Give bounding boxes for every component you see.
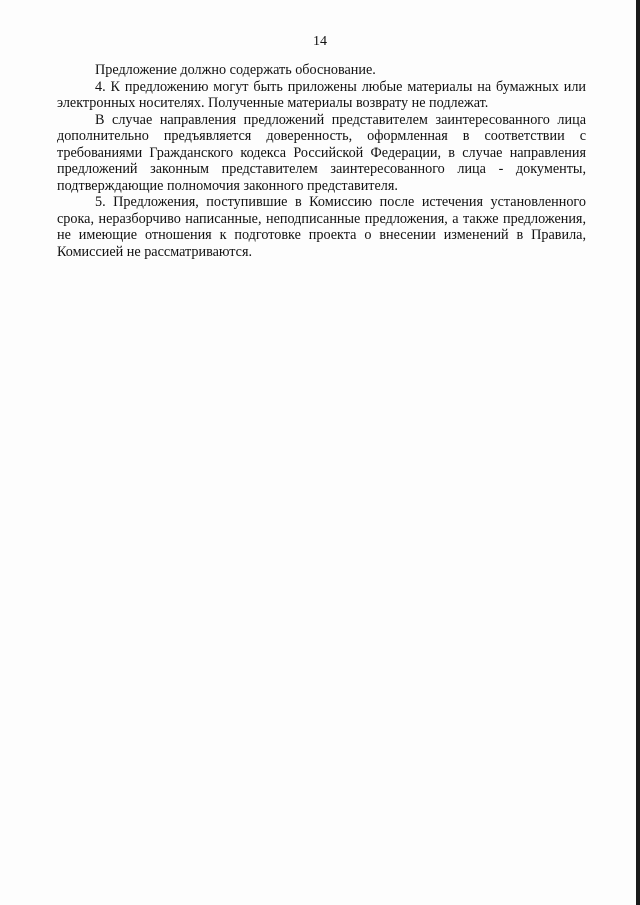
page-number: 14: [313, 34, 327, 49]
paragraph-item-5-rejection: 5. Предложения, поступившие в Комиссию после истечения установленного срока, неразборчиво написанные, неподписанные предложения, а также предложения, не имеющие отношения к подготовке проекта о внесении изменений в Правила, Комиссией не рассматриваются.: [57, 194, 586, 260]
scan-edge: [636, 0, 640, 905]
paragraph-item-4-materials: 4. К предложению могут быть приложены любые материалы на бумажных или электронных носителях. Полученные материалы возврату не подлежат.: [57, 78, 586, 111]
paragraph-justification: Предложение должно содержать обоснование.: [95, 62, 376, 78]
document-body: [57, 62, 586, 260]
paragraph-representative-authority: В случае направления предложений представителем заинтересованного лица дополнительно предъявляется доверенность, оформленная в соответствии с требованиями Гражданского кодекса Российской Федерации, в случае направления предложений законным представителем заинтересованного лица - документы, подтверждающие полномочия законного представителя.: [57, 111, 586, 194]
